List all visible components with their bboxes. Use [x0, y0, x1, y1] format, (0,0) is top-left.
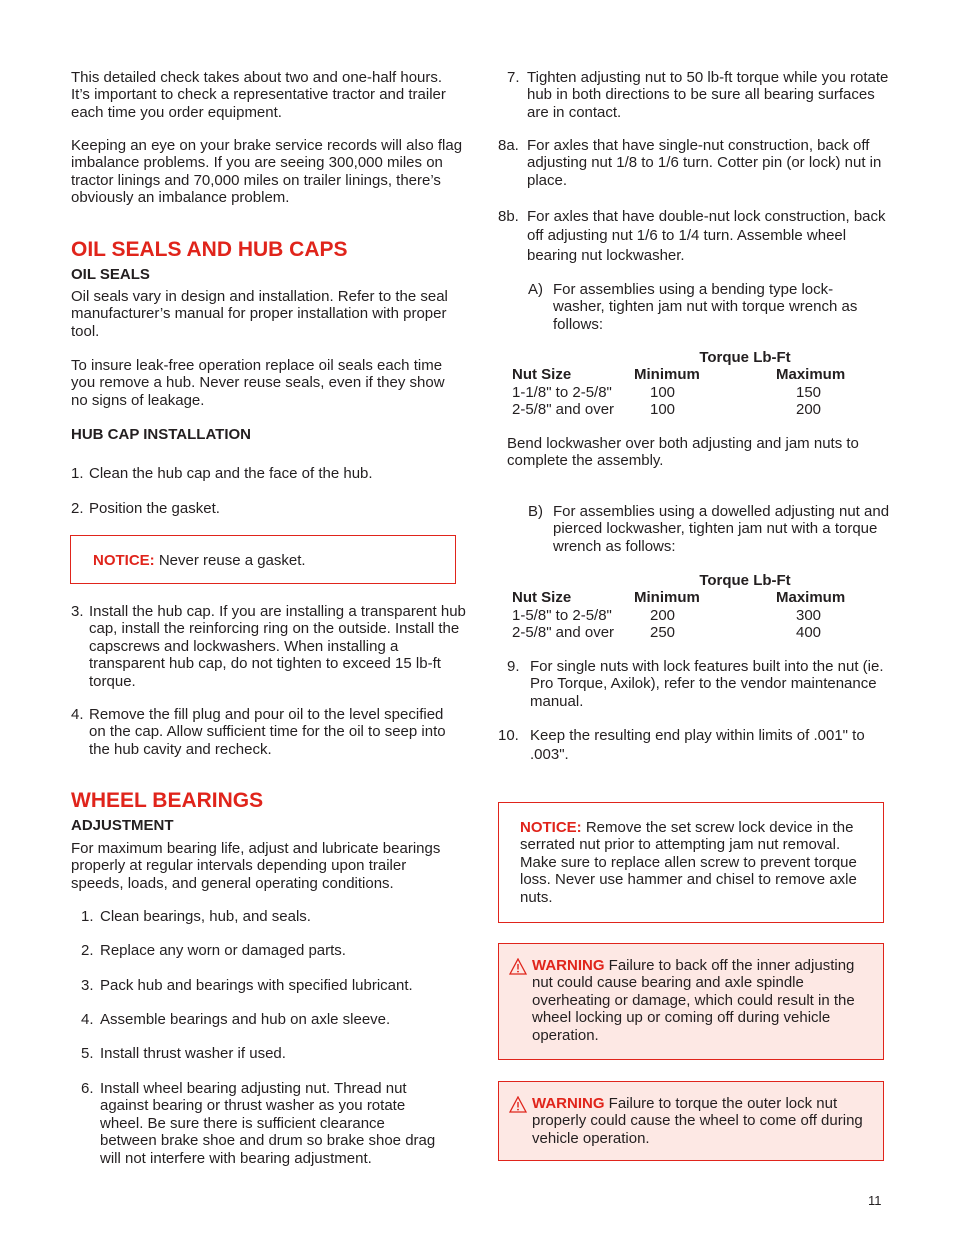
- table-row: 2-5/8" and over 250 400: [512, 624, 822, 642]
- step-10: 10. Keep the resulting end play within limits of .001" to .003".: [498, 727, 865, 763]
- warning-inner-nut-text: WARNING Failure to back off the inner adjusting nut could cause bearing and axle spindle overheating or damage, which could result in the wheel locking up or coming off during vehicle operation.: [532, 957, 855, 1044]
- page-number: 11: [868, 1193, 882, 1208]
- warning-box-inner-nut: [498, 943, 884, 1060]
- hub-step-4: 4. Remove the fill plug and pour oil to the level specified on the cap. Allow sufficient time for the oil to seep into the hub cavity and recheck.: [71, 706, 446, 758]
- bend-lockwasher-paragraph: Bend lockwasher over both adjusting and jam nuts to complete the assembly.: [507, 435, 859, 470]
- adjustment-subheading: ADJUSTMENT: [71, 817, 174, 834]
- adj-step-1: 1. Clean bearings, hub, and seals.: [81, 908, 311, 925]
- adjustment-paragraph: For maximum bearing life, adjust and lubricate bearings properly at regular intervals depending upon trailer speeds, loads, and general operating conditions.: [71, 840, 441, 892]
- intro-paragraph-2: Keeping an eye on your brake service records will also flag imbalance problems. If you are seeing 300,000 miles on tractor linings and 70,000 miles on trailer linings, there’s obviously an imbalance problem.: [71, 137, 463, 207]
- warning-triangle-icon: [509, 1096, 527, 1113]
- hub-cap-installation-subheading: HUB CAP INSTALLATION: [71, 426, 251, 443]
- table-row: 2-5/8" and over 100 200: [512, 401, 822, 419]
- torque-table-1-header: Nut Size: [512, 366, 572, 384]
- step-7: 7. Tighten adjusting nut to 50 lb-ft torque while you rotate hub in both directions to be sure all bearing surfaces are in contact.: [507, 69, 889, 121]
- warning-triangle-icon: [509, 958, 527, 975]
- adj-step-5: 5. Install thrust washer if used.: [81, 1045, 286, 1062]
- torque-table-2-header: Minimum: [634, 589, 700, 607]
- oil-seals-subheading: OIL SEALS: [71, 266, 150, 283]
- adj-step-4: 4. Assemble bearings and hub on axle sleeve.: [81, 1011, 391, 1028]
- step-8b-b: B) For assemblies using a dowelled adjusting nut and pierced lockwasher, tighten jam nut with a torque wrench as follows:: [528, 503, 890, 555]
- step-8b: 8b. For axles that have double-nut lock construction, back off adjusting nut 1/6 to 1/4 turn. Assemble wheel bearing nut lockwasher.: [498, 208, 886, 264]
- torque-table-2-header: Nut Size: [512, 589, 572, 607]
- step-8b-a: A) For assemblies using a bending type lock-washer, tighten jam nut with torque wrench as follows:: [528, 281, 858, 333]
- intro-paragraph-1: This detailed check takes about two and one-half hours. It’s important to check a representative tractor and trailer each time you order equipment.: [71, 69, 446, 121]
- step-9: 9. For single nuts with lock features built into the nut (ie. Pro Torque, Axilok), refer to the vendor maintenance manual.: [507, 658, 884, 710]
- notice-box-gasket: [70, 535, 456, 584]
- warning-outer-nut-text: WARNING Failure to torque the outer lock nut properly could cause the wheel to come off during vehicle operation.: [532, 1095, 863, 1147]
- hub-step-1: 1. Clean the hub cap and the face of the hub.: [71, 465, 373, 482]
- torque-table-1-group-header: Torque Lb-Ft: [699, 349, 791, 366]
- torque-table-2: [512, 572, 856, 642]
- notice-box-set-screw: [498, 802, 884, 923]
- warning-box-outer-nut: [498, 1081, 884, 1161]
- notice-gasket-text: NOTICE: Never reuse a gasket.: [93, 552, 306, 569]
- wheel-bearings-heading: WHEEL BEARINGS: [71, 789, 264, 812]
- hub-step-3: 3. Install the hub cap. If you are installing a transparent hub cap, install the reinforcing ring on the outside. Install the capscrews and lockwashers. When installing a transparent hub cap, do not tighten to exceed 15 lb-ft torque.: [71, 603, 466, 690]
- torque-table-1: [512, 349, 856, 419]
- oil-seals-paragraph-2: To insure leak-free operation replace oil seals each time you remove a hub. Never reuse seals, even if they show no signs of leakage.: [71, 357, 445, 409]
- torque-table-1-header: Minimum: [634, 366, 700, 384]
- table-row: 1-1/8" to 2-5/8" 100 150: [512, 383, 822, 401]
- torque-table-2-group-header: Torque Lb-Ft: [699, 572, 791, 589]
- hub-step-2: 2. Position the gasket.: [71, 500, 220, 517]
- oil-seals-paragraph-1: Oil seals vary in design and installation. Refer to the seal manufacturer’s manual for proper installation with proper tool.: [71, 288, 448, 340]
- table-row: 1-5/8" to 2-5/8" 200 300: [512, 606, 822, 624]
- adj-step-2: 2. Replace any worn or damaged parts.: [81, 942, 346, 959]
- adj-step-3: 3. Pack hub and bearings with specified lubricant.: [81, 977, 413, 994]
- oil-seals-hub-caps-heading: OIL SEALS AND HUB CAPS: [71, 238, 348, 261]
- adj-step-6: 6. Install wheel bearing adjusting nut. Thread nut against bearing or thrust washer as you rotate wheel. Be sure there is sufficient clearance between brake shoe and drum so brake shoe drag will not interfere with bearing adjustment.: [81, 1080, 436, 1167]
- torque-table-2-header: Maximum: [776, 589, 846, 607]
- torque-table-1-header: Maximum: [776, 366, 846, 384]
- step-8a: 8a. For axles that have single-nut construction, back off adjusting nut 1/8 to 1/6 turn. Cotter pin (or lock) nut in place.: [498, 137, 882, 189]
- notice-set-screw-text: NOTICE: Remove the set screw lock device in the serrated nut prior to attempting jam nut removal. Make sure to replace allen screw to prevent torque loss. Never use hammer and chisel to remove axle nuts.: [520, 819, 857, 906]
